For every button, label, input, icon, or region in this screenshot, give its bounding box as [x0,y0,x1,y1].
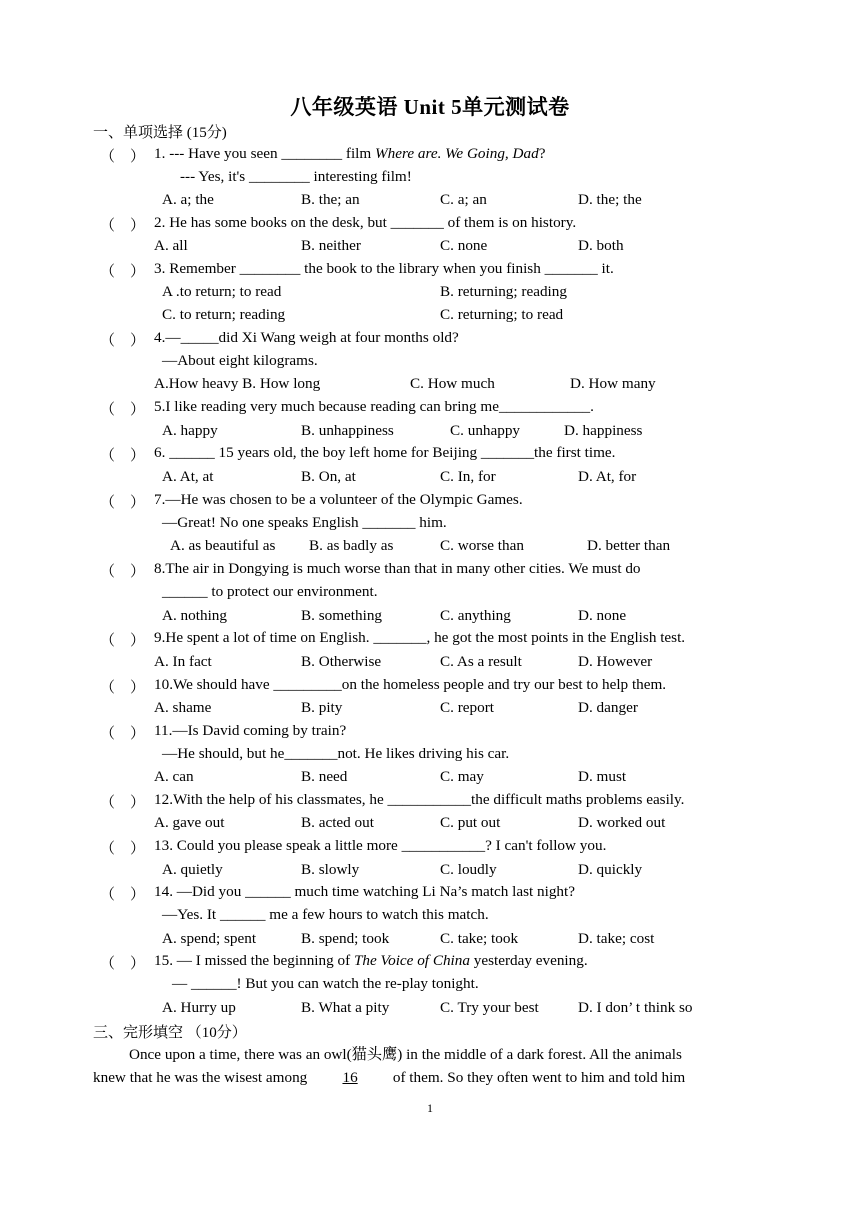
option: B. returning; reading [440,283,567,300]
option: C. Try your best [440,999,539,1016]
option: A. In fact [154,653,212,670]
option: C. In, for [440,468,496,485]
option: D. I don’ t think so [578,999,693,1016]
option: B. Otherwise [301,653,382,670]
page-number: 1 [427,1101,433,1115]
option: C. How much [410,375,495,392]
option: B. as badly as [309,537,394,554]
question-8: 8.The air in Dongying is much worse than that in many other cities. We must do [154,560,641,577]
question-11: 11.—Is David coming by train? [154,722,347,739]
option: C. returning; to read [440,306,564,323]
option: D. danger [578,699,638,716]
answer-paren: （ ） [100,795,146,811]
option: A .to return; to read [162,283,282,300]
option: D. How many [570,375,656,392]
option: C. put out [440,814,501,831]
option: C. unhappy [450,422,521,439]
option: A. gave out [154,814,225,831]
option: C. report [440,699,494,716]
option: C. worse than [440,537,524,554]
question-15: 15. — I missed the beginning of The Voice of China yesterday evening. [154,952,588,969]
answer-paren: （ ） [100,333,146,349]
question-4-reply: —About eight kilograms. [162,352,318,369]
question-1: 1. --- Have you seen ________ film Where are. We Going, Dad? [154,145,546,162]
question-14: 14. —Did you ______ much time watching Li Na’s match last night? [154,883,575,900]
option: B. pity [301,699,343,716]
section-heading-cloze: 三、完形填空 （10分） [93,1025,247,1041]
option: D. better than [587,537,671,554]
option: A. Hurry up [162,999,236,1016]
option: D. worked out [578,814,666,831]
question-7: 7.—He was chosen to be a volunteer of the Olympic Games. [154,491,523,508]
question-5: 5.I like reading very much because reading can bring me____________. [154,398,594,415]
option: C. a; an [440,191,487,208]
question-4: 4.—_____did Xi Wang weigh at four months old? [154,329,459,346]
option: A. spend; spent [162,930,257,947]
option: A. all [154,237,188,254]
answer-paren: （ ） [100,218,146,234]
option: B. something [301,607,383,624]
option: D. none [578,607,627,624]
page-title: 八年级英语 Unit 5单元测试卷 [290,95,570,119]
option: C. to return; reading [162,306,286,323]
cloze-blank-16: 16 [342,1069,358,1086]
option: D. must [578,768,627,785]
answer-paren: （ ） [100,726,146,742]
option: D. take; cost [578,930,655,947]
answer-paren: （ ） [100,264,146,280]
question-1-reply: --- Yes, it's ________ interesting film! [180,168,412,185]
question-8-cont: ______ to protect our environment. [162,583,378,600]
section-heading-multiple-choice: 一、单项选择 (15分) [93,125,227,141]
question-6: 6. ______ 15 years old, the boy left home for Beijing _______the first time. [154,444,616,461]
option: C. anything [440,607,511,624]
option: D. the; the [578,191,642,208]
answer-paren: （ ） [100,633,146,649]
option: A. shame [154,699,212,716]
passage-line: knew that he was the wisest among 16 of them. So they often went to him and told him [93,1066,769,1089]
option: D. happiness [564,422,643,439]
option: A. as beautiful as [170,537,276,554]
answer-paren: （ ） [100,149,146,165]
option: A. quietly [162,861,223,878]
answer-paren: （ ） [100,495,146,511]
option: B. What a pity [301,999,390,1016]
answer-paren: （ ） [100,402,146,418]
option: A. happy [162,422,218,439]
option: B. slowly [301,861,360,878]
cloze-passage [93,1043,769,1089]
question-14-reply: —Yes. It ______ me a few hours to watch this match. [162,906,489,923]
question-9: 9.He spent a lot of time on English. _______, he got the most points in the English test. [154,629,686,646]
question-10: 10.We should have _________on the homeless people and try our best to help them. [154,676,667,693]
option: A.How heavy B. How long [154,375,321,392]
option: D. However [578,653,653,670]
option: C. may [440,768,484,785]
option: B. spend; took [301,930,390,947]
option: D. At, for [578,468,637,485]
question-3: 3. Remember ________ the book to the library when you finish _______ it. [154,260,614,277]
option: B. the; an [301,191,360,208]
question-12: 12.With the help of his classmates, he ___________the difficult maths problems easily. [154,791,685,808]
answer-paren: （ ） [100,887,146,903]
question-2: 2. He has some books on the desk, but _______ of them is on history. [154,214,577,231]
option: A. At, at [162,468,214,485]
question-7-reply: —Great! No one speaks English _______ him. [162,514,447,531]
answer-paren: （ ） [100,956,146,972]
passage-line: Once upon a time, there was an owl(猫头鹰) in the middle of a dark forest. All the animals [129,1046,682,1063]
answer-paren: （ ） [100,448,146,464]
option: B. need [301,768,348,785]
option: C. loudly [440,861,497,878]
option: B. On, at [301,468,356,485]
answer-paren: （ ） [100,680,146,696]
option: B. unhappiness [301,422,394,439]
question-11-reply: —He should, but he_______not. He likes driving his car. [162,745,510,762]
option: B. acted out [301,814,374,831]
answer-paren: （ ） [100,841,146,857]
answer-paren: （ ） [100,564,146,580]
option: A. nothing [162,607,227,624]
question-15-reply: — ______! But you can watch the re-play tonight. [172,975,479,992]
option: A. can [154,768,194,785]
question-13: 13. Could you please speak a little more ___________? I can't follow you. [154,837,607,854]
option: C. none [440,237,488,254]
option: D. quickly [578,861,643,878]
option: D. both [578,237,624,254]
option: A. a; the [162,191,214,208]
option: C. As a result [440,653,522,670]
option: C. take; took [440,930,519,947]
option: B. neither [301,237,361,254]
